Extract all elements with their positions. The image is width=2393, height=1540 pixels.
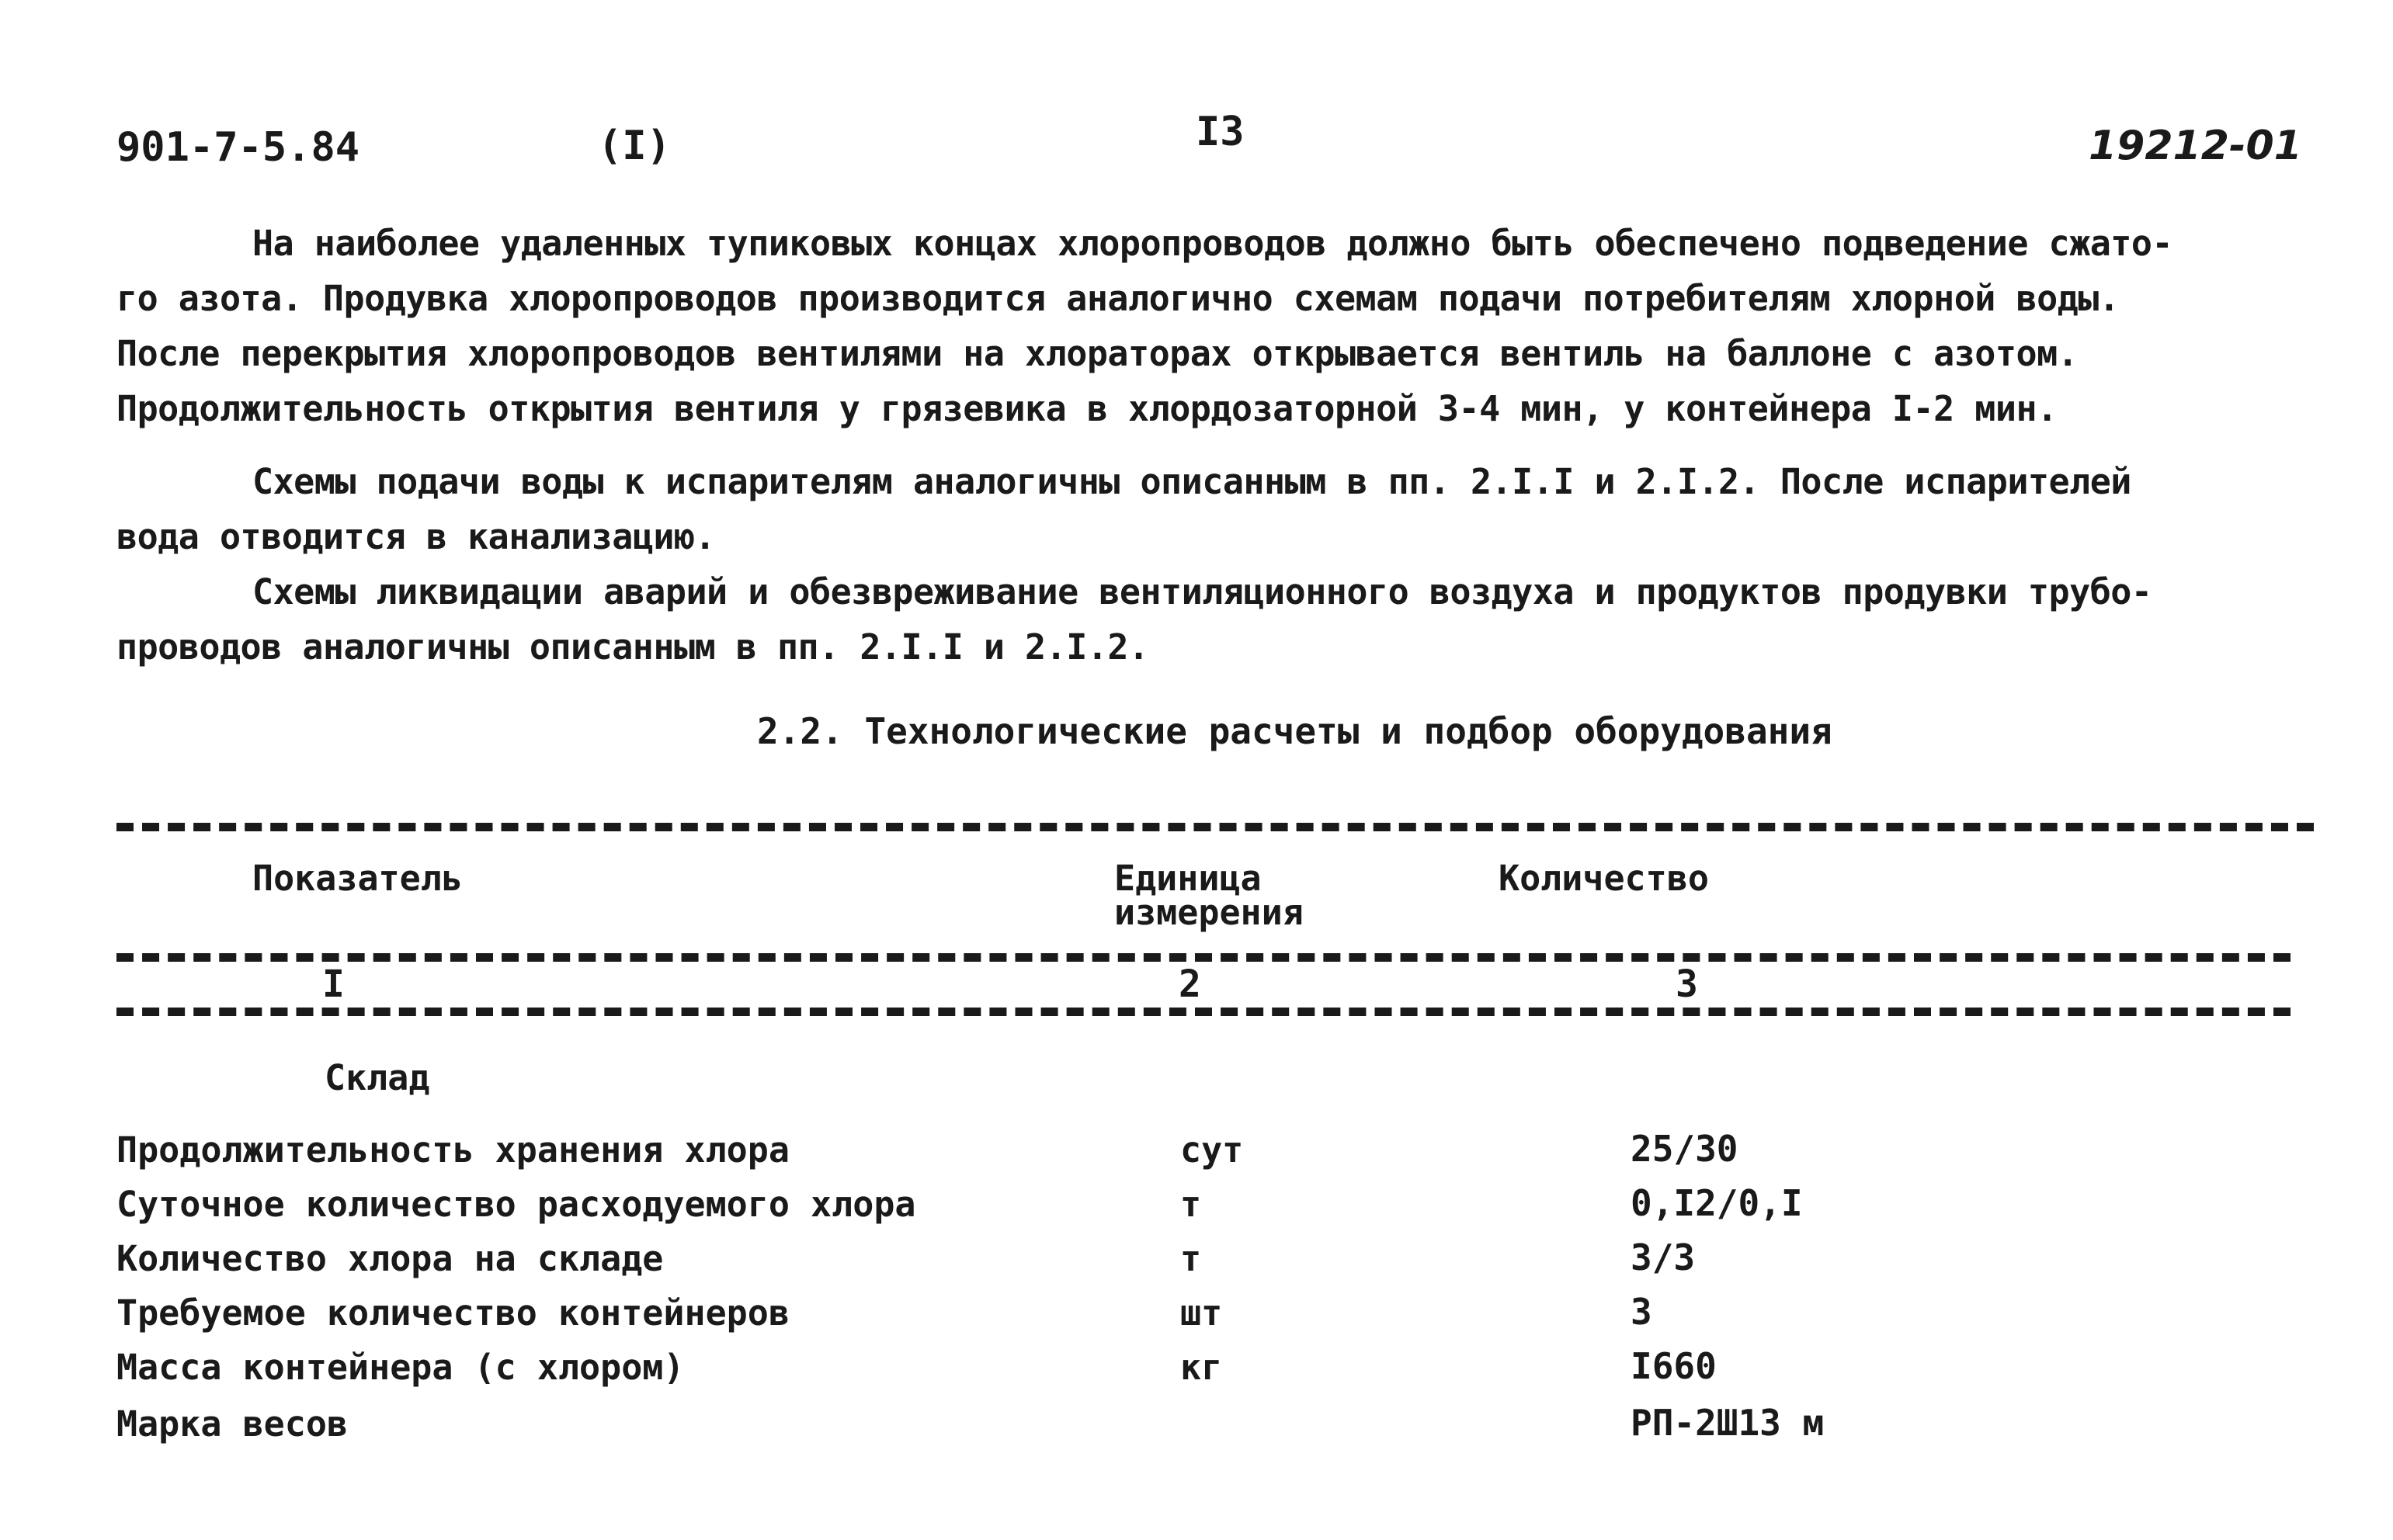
table-row-value: I660 [1631,1345,1717,1387]
paragraph-1 [116,216,2314,436]
table-row-unit: шт [1180,1292,1223,1334]
column-number-1: I [322,962,345,1006]
table-row-label: Масса контейнера (с хлором) [116,1347,685,1388]
paragraph-line: Продолжительность открытия вентиля у грязевика в хлордозаторной 3-4 мин, у контейнера I-2 мин. [116,388,2058,429]
column-header-indicator: Показатель [252,858,463,899]
paragraph-3 [116,564,2314,675]
table-rule-top [116,823,2314,831]
paragraph-line: После перекрытия хлоропроводов вентилями на хлораторах открывается вентиль на баллоне с азотом. [116,333,2079,374]
paragraph-line: вода отводится в канализацию. [116,516,716,557]
paragraph-line: проводов аналогичны описанным в пп. 2.I.I и 2.I.2. [116,626,1149,668]
document-part: (I) [598,123,671,169]
table-row-value: 0,I2/0,I [1631,1182,1803,1224]
table-row-label: Суточное количество расходуемого хлора [116,1184,916,1225]
column-number-3: 3 [1676,962,1698,1006]
table-row-value: 3 [1631,1291,1652,1333]
column-header-unit [1114,858,1304,933]
column-header-quantity: Количество [1499,858,1709,899]
paragraph-2 [116,454,2314,564]
table-rule-numbers [116,1008,2291,1016]
paragraph-line: Схемы подачи воды к испарителям аналогичны описанным в пп. 2.I.I и 2.I.2. После испарителей [252,461,2131,502]
table-row-label: Продолжительность хранения хлора [116,1129,790,1171]
table-row-unit: кг [1180,1347,1223,1388]
table-row-label: Требуемое количество контейнеров [116,1292,790,1334]
paragraph-line: На наиболее удаленных тупиковых концах хлоропроводов должно быть обеспечено подведение сжато- [252,223,2173,264]
table-rule-header [116,953,2291,962]
table-row-label: Марка весов [116,1403,349,1445]
table-group-title: Склад [325,1057,430,1098]
section-heading: 2.2. Технологические расчеты и подбор оборудования [757,710,1832,752]
column-header-unit-text: Единица измерения [1114,858,1304,933]
table-row-unit: т [1180,1238,1202,1279]
table-row-unit: т [1180,1184,1202,1225]
paragraph-line: го азота. Продувка хлоропроводов производится аналогично схемам подачи потребителям хлорной воды. [116,278,2120,319]
paragraph-line: Схемы ликвидации аварий и обезвреживание вентиляционного воздуха и продуктов продувки трубо- [252,571,2152,612]
table-row-value: 25/30 [1631,1128,1738,1170]
table-row-unit: сут [1180,1129,1244,1171]
table-row-value: РП-2Ш13 м [1631,1402,1825,1444]
registration-number: 19212-01 [2089,123,2302,169]
table-row-label: Количество хлора на складе [116,1238,664,1279]
page-number: I3 [1196,109,1245,155]
table-row-value: 3/3 [1631,1237,1696,1278]
document-code: 901-7-5.84 [116,124,360,171]
column-number-2: 2 [1179,962,1201,1006]
